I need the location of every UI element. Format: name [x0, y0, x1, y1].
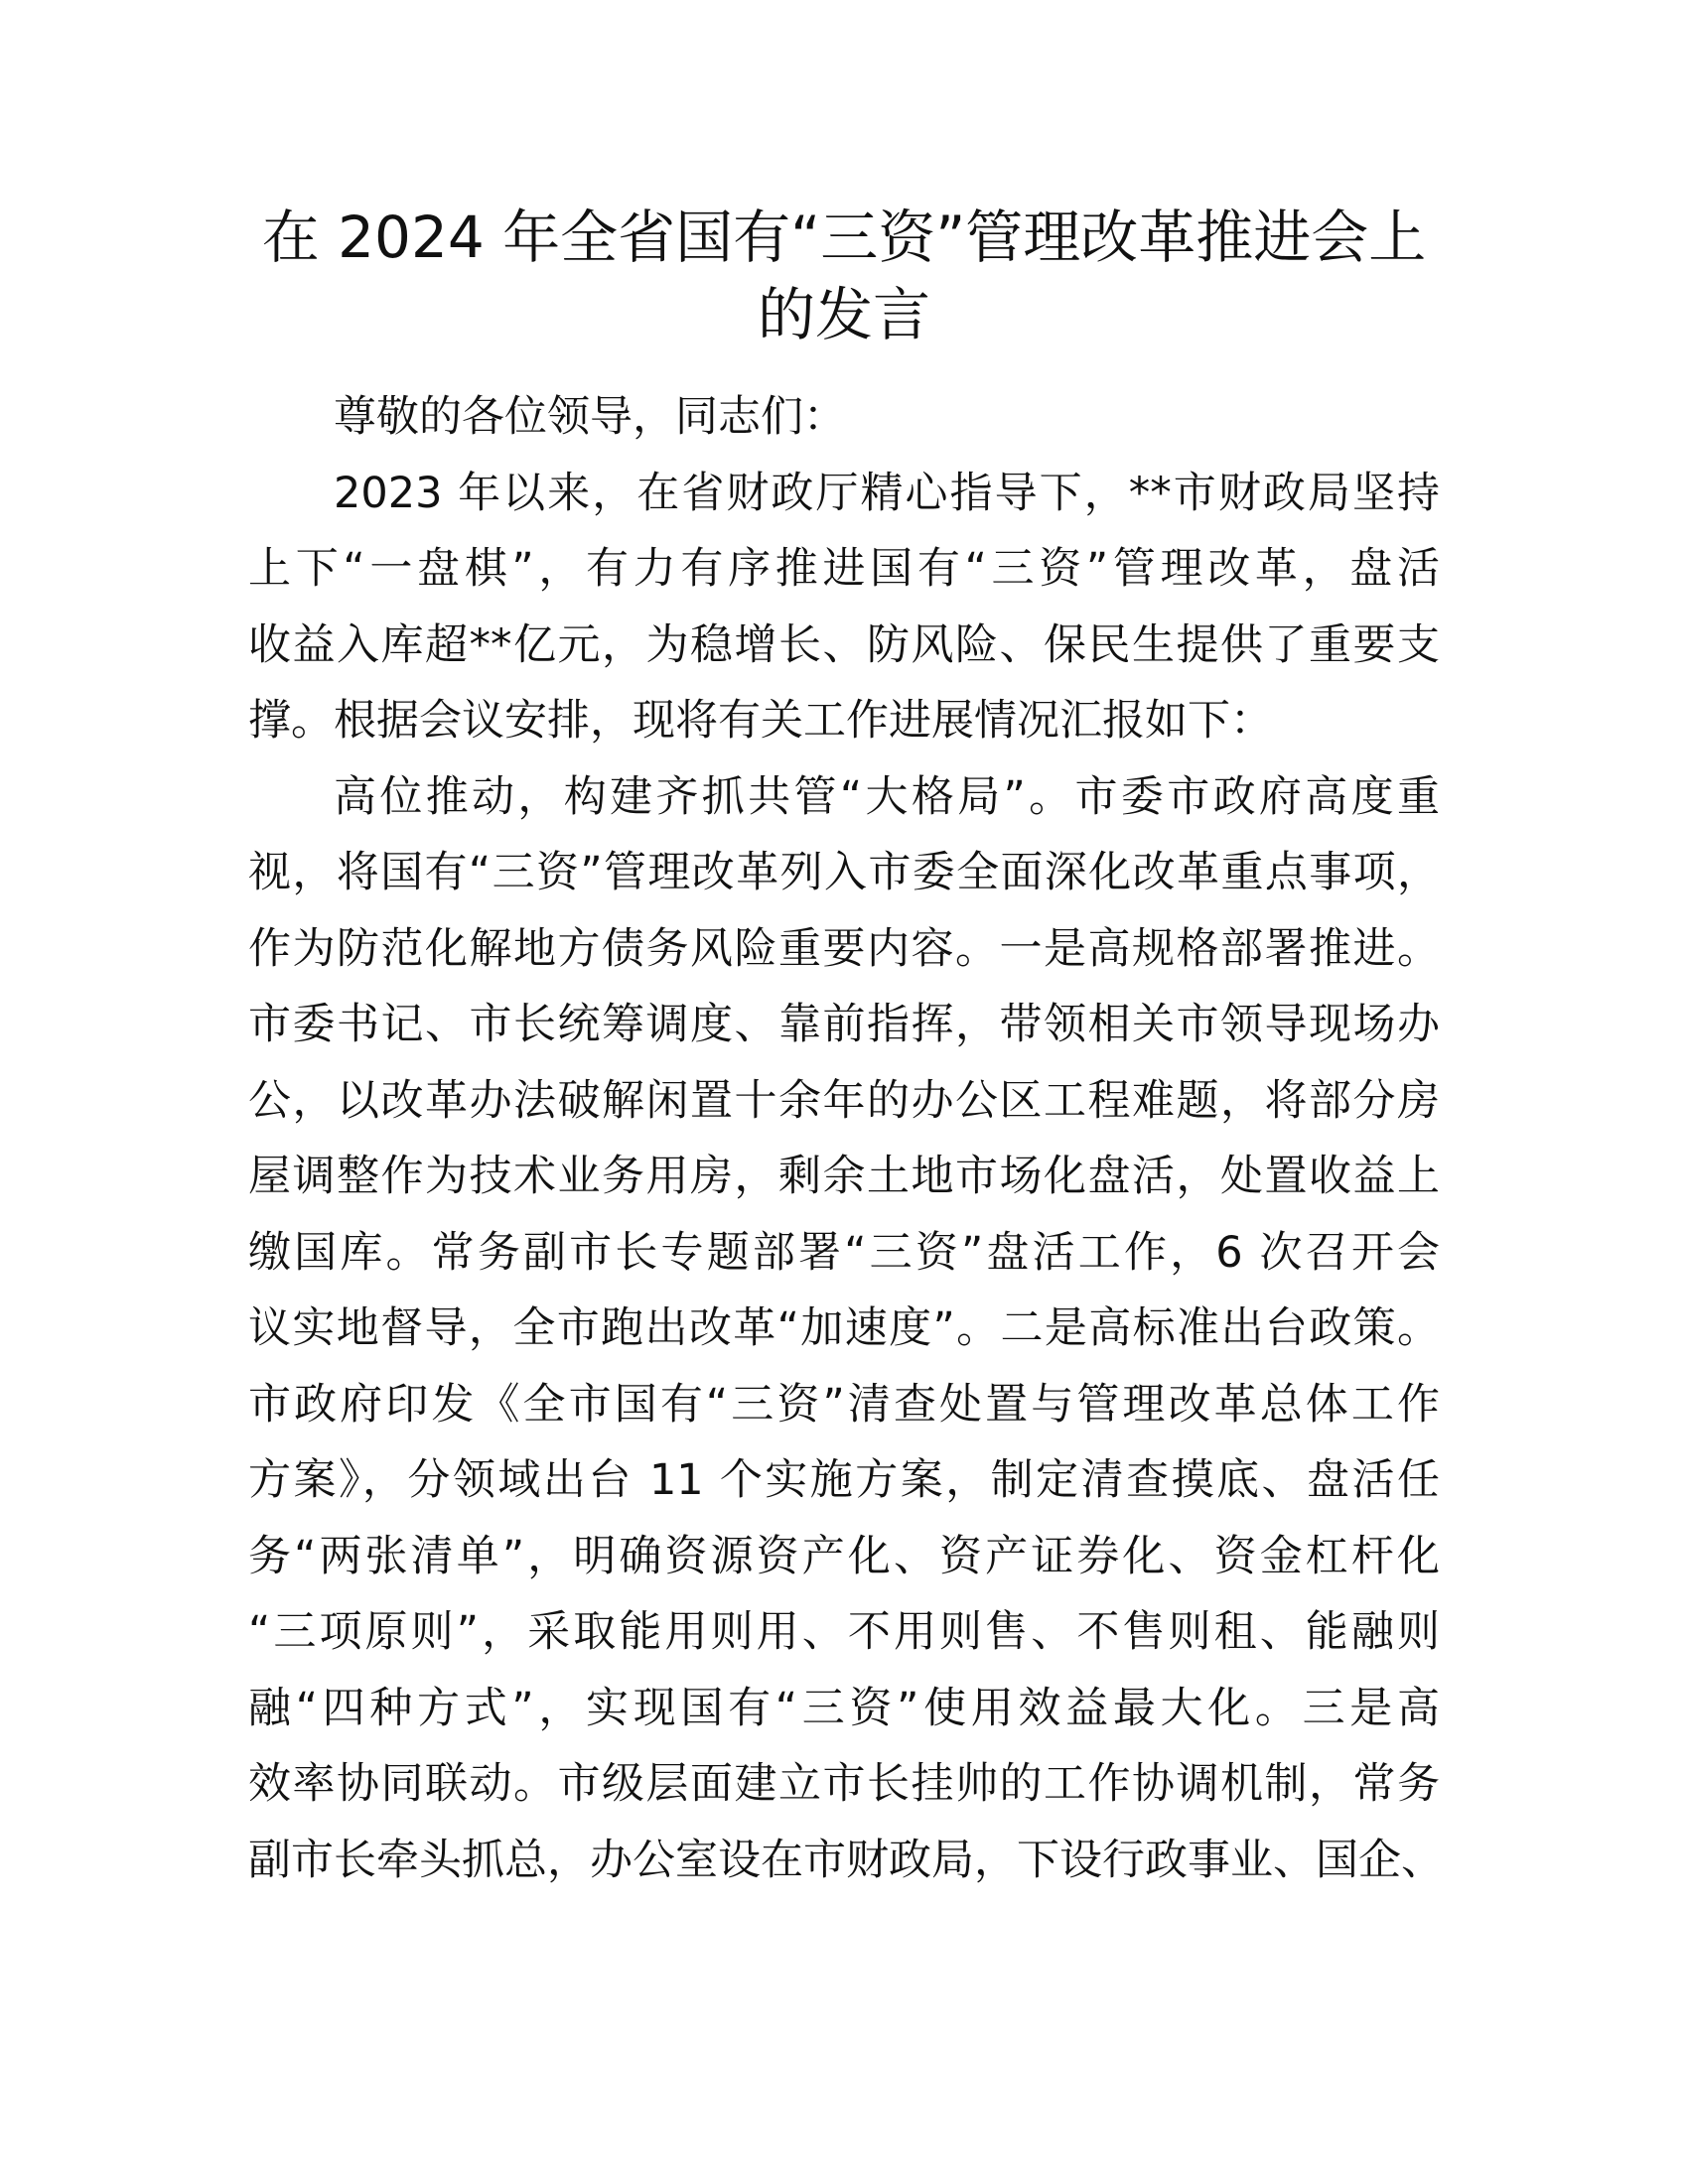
paragraph-line: 市政府印发《全市国有“三资”清查处置与管理改革总体工作 [248, 1379, 1440, 1430]
salutation-line: 尊敬的各位领导，同志们： [334, 392, 846, 442]
paragraph-line: 缴国库。常务副市长专题部署“三资”盘活工作，6 次召开会 [248, 1227, 1440, 1278]
paragraph-line: 公，以改革办法破解闲置十余年的办公区工程难题，将部分房 [248, 1075, 1440, 1126]
title-line-1: 在 2024 年全省国有“三资”管理改革推进会上 [261, 204, 1427, 271]
paragraph-line: 作为防范化解地方债务风险重要内容。一是高规格部署推进。 [248, 923, 1440, 974]
paragraph-line: “三项原则”，采取能用则用、不用则售、不售则租、能融则 [248, 1607, 1440, 1657]
paragraph-line: 务“两张清单”，明确资源资产化、资产证券化、资金杠杆化 [248, 1531, 1440, 1581]
paragraph-line: 市委书记、市长统筹调度、靠前指挥，带领相关市领导现场办 [248, 1000, 1440, 1049]
paragraph-line: 撑。根据会议安排，现将有关工作进展情况汇报如下： [248, 696, 1273, 746]
paragraph-line: 2023 年以来，在省财政厅精心指导下，**市财政局坚持 [334, 468, 1440, 518]
title-line-2: 的发言 [757, 281, 930, 348]
body-text [248, 379, 1444, 1898]
paragraph-line: 融“四种方式”，实现国有“三资”使用效益最大化。三是高 [248, 1683, 1440, 1733]
paragraph-line: 方案》，分领域出台 11 个实施方案，制定清查摸底、盘活任 [248, 1455, 1440, 1505]
paragraph-line: 屋调整作为技术业务用房，剩余土地市场化盘活，处置收益上 [248, 1152, 1440, 1201]
paragraph-line: 视，将国有“三资”管理改革列入市委全面深化改革重点事项， [248, 848, 1440, 897]
page-title [228, 199, 1460, 353]
paragraph-line: 议实地督导，全市跑出改革“加速度”。二是高标准出台政策。 [248, 1303, 1440, 1353]
paragraph-line: 效率协同联动。市级层面建立市长挂帅的工作协调机制，常务 [248, 1759, 1440, 1809]
paragraph-line: 高位推动，构建齐抓共管“大格局”。市委市政府高度重 [334, 771, 1440, 822]
paragraph-line: 副市长牵头抓总，办公室设在市财政局，下设行政事业、国企、 [248, 1835, 1444, 1885]
paragraph-line: 收益入库超**亿元，为稳增长、防风险、保民生提供了重要支 [248, 619, 1440, 670]
paragraph-line: 上下“一盘棋”，有力有序推进国有“三资”管理改革，盘活 [248, 544, 1440, 594]
